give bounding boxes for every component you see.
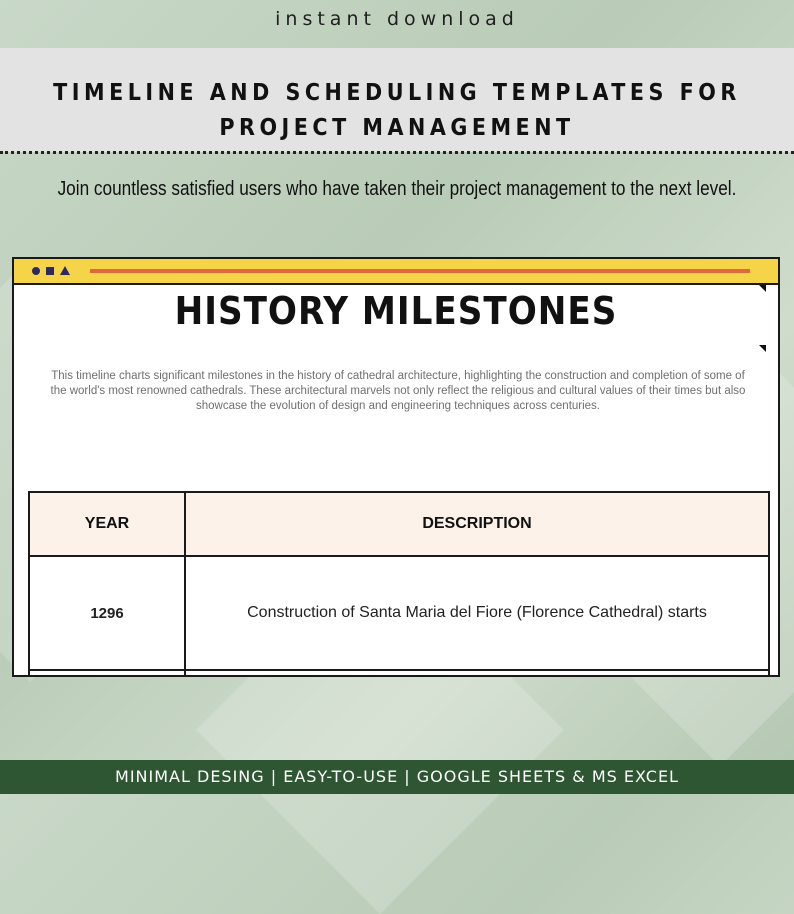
- document-heading: HISTORY MILESTONES: [174, 289, 618, 333]
- circle-control-icon: [32, 267, 40, 275]
- description-cell: [185, 670, 769, 677]
- milestones-table: [28, 491, 770, 677]
- corner-marker-icon: [759, 345, 766, 352]
- tagline: Join countless satisfied users who have taken their project management to the next level.: [57, 178, 737, 200]
- titlebar-accent-bar: [90, 269, 750, 273]
- square-control-icon: [46, 267, 54, 275]
- year-column-header: YEAR: [29, 492, 185, 556]
- table-row: [29, 556, 769, 670]
- year-cell: 1296: [29, 556, 185, 670]
- table-header-row: [29, 492, 769, 556]
- instant-download-label: instant download: [275, 8, 519, 30]
- table-row: [29, 670, 769, 677]
- preview-window: [12, 257, 780, 677]
- dotted-divider: [0, 151, 794, 154]
- description-cell: Construction of Santa Maria del Fiore (Florence Cathedral) starts: [185, 556, 769, 670]
- page-title: [0, 76, 794, 146]
- title-line-1: TIMELINE AND SCHEDULING TEMPLATES FOR: [53, 80, 741, 106]
- document-description: This timeline charts significant milestones in the history of cathedral architecture, highlighting the construction and completion of some of the world's most renowned cathedrals. These architectural marvels not only reflect the religious and cultural values of their times but also showcase the evolution of design and engineering techniques across centuries.: [50, 370, 746, 412]
- triangle-control-icon: [60, 266, 70, 275]
- description-column-header: DESCRIPTION: [185, 492, 769, 556]
- title-line-2: PROJECT MANAGEMENT: [219, 115, 575, 141]
- footer-features: MINIMAL DESING | EASY-TO-USE | GOOGLE SHEETS & MS EXCEL: [115, 767, 679, 786]
- footer-banner: [0, 760, 794, 794]
- window-titlebar: [14, 259, 778, 285]
- year-cell: [29, 670, 185, 677]
